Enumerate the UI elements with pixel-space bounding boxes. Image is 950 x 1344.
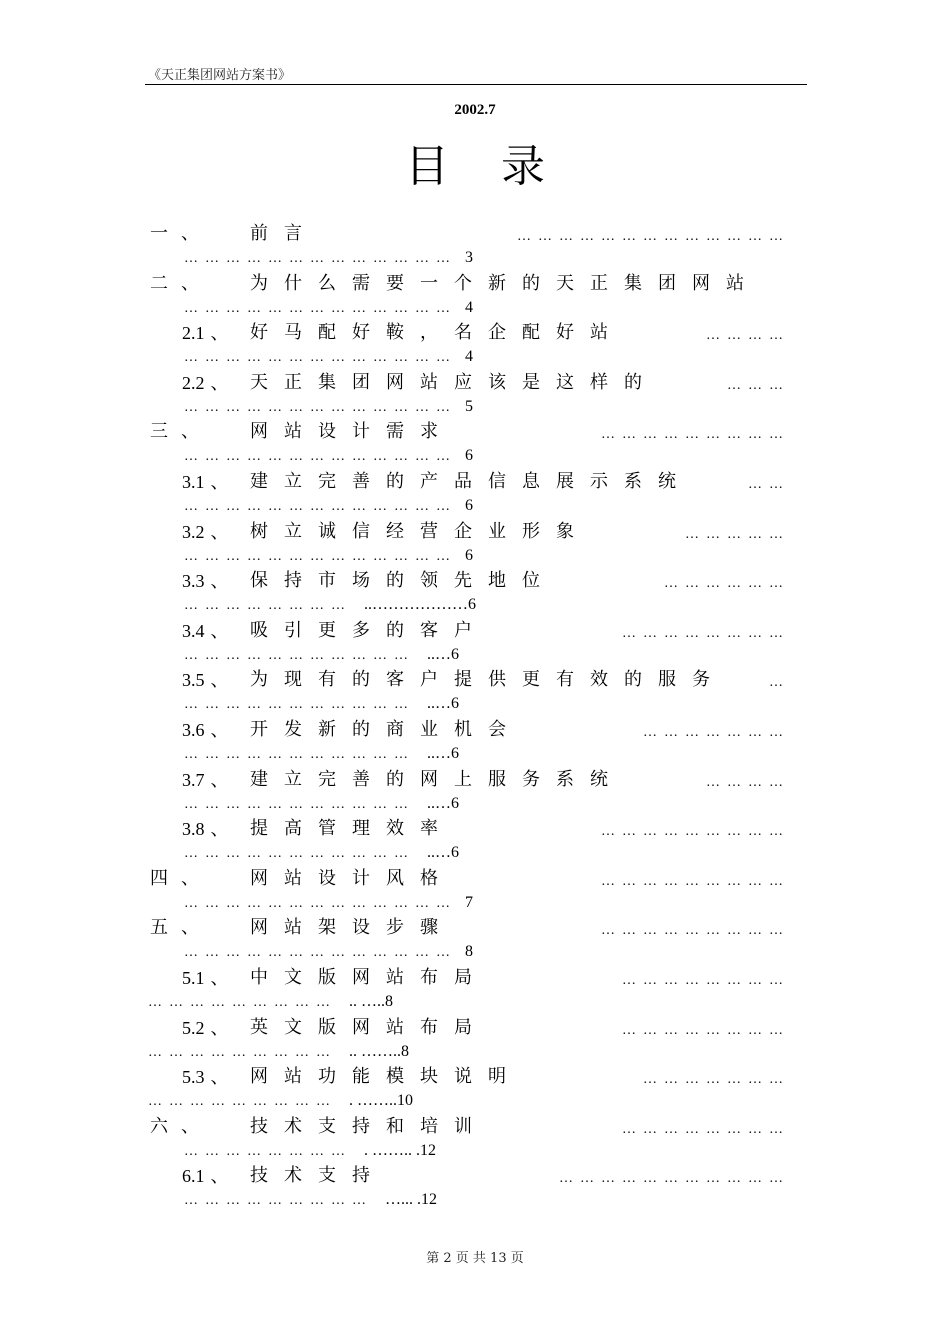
toc-entry-continuation: [184, 742, 459, 766]
toc-entry: [0, 321, 950, 371]
toc-leader-dots: …………………………………: [184, 300, 457, 316]
toc-entry-number: 3.8 、: [182, 819, 229, 841]
toc-page-number: ..………………6: [364, 596, 476, 614]
toc-entry-number: 三、: [150, 421, 212, 443]
toc-entry-number: 五、: [150, 917, 212, 939]
toc-entry-number: 6.1 、: [182, 1166, 229, 1188]
toc-entry-label: 为什么需要一个新的天正集团网站: [250, 272, 760, 294]
toc-page-number: 5: [465, 397, 473, 415]
toc-entry: [0, 470, 950, 520]
toc-entry: [0, 569, 950, 619]
toc-leader-dots: ……………………………: [184, 747, 415, 762]
toc-page-number: 6: [465, 546, 473, 564]
toc-entry: [0, 817, 950, 867]
toc-entry-number: 3.7 、: [182, 769, 229, 791]
toc-entry-number: 3.5 、: [182, 670, 229, 692]
toc-leader-dots: ……………………: [622, 1121, 790, 1137]
toc-entry-label: 建立完善的网上服务系统: [250, 768, 624, 790]
toc-entry-label: 树立诚信经营企业形象: [250, 520, 590, 542]
toc-leader-dots: ……………………………: [184, 647, 415, 663]
toc-entry-continuation: [184, 1188, 437, 1212]
toc-entry-continuation: [184, 494, 473, 518]
toc-entry-label: 网站架设步骤: [250, 917, 454, 939]
header-divider: [145, 84, 807, 85]
toc-page-number: ..…6: [427, 794, 459, 812]
toc-entry-label: 网站设计风格: [250, 867, 454, 889]
toc-entry-number: 2.1 、: [182, 323, 229, 345]
toc-entry: [0, 1164, 950, 1214]
toc-page-number: ..…6: [427, 695, 459, 713]
toc-leader-dots: …………………………………: [184, 499, 457, 514]
toc-entry-continuation: [184, 643, 459, 667]
toc-entry: [0, 916, 950, 966]
toc-leader-dots: ……………………: [184, 598, 352, 614]
toc-leader-dots: …………………………………: [184, 350, 457, 366]
toc-entry-number: 3.1 、: [182, 472, 229, 493]
toc-page-number: 4: [465, 348, 473, 366]
toc-leader-dots: ……………………: [622, 625, 790, 641]
toc-entry-label: 为现有的客户提供更有效的服务: [250, 669, 726, 691]
toc-leader-dots: …………………………………: [184, 449, 457, 465]
toc-page-number: 6: [465, 497, 473, 514]
toc-page-number: ..…6: [427, 844, 459, 862]
toc-page-number: 4: [465, 298, 473, 316]
toc-entry: [0, 718, 950, 768]
toc-page-number: . ……..10: [349, 1092, 413, 1110]
toc-entry-label: 技术支持和培训: [250, 1115, 488, 1137]
toc-entry-continuation: [184, 891, 473, 915]
toc-entry-number: 5.3 、: [182, 1067, 229, 1089]
toc-entry-number: 一、: [150, 223, 212, 244]
toc-entry-continuation: [184, 841, 459, 865]
toc-page-number: 8: [465, 943, 473, 961]
toc-entry-number: 3.6 、: [182, 720, 229, 741]
toc-entry-number: 六、: [150, 1115, 212, 1137]
toc-entry: [0, 520, 950, 570]
document-date: 2002.7: [454, 102, 496, 118]
toc-entry: [0, 222, 950, 272]
toc-leader-dots: ……………………………: [184, 697, 415, 713]
toc-entry-continuation: [184, 593, 476, 617]
toc-entry: [0, 867, 950, 917]
toc-entry-continuation: [184, 940, 473, 964]
toc-entry: [0, 966, 950, 1016]
toc-entry-continuation: [184, 1139, 436, 1163]
toc-leader-dots: ……………………: [622, 973, 790, 988]
toc-page-number: . …….. .12: [364, 1141, 436, 1159]
toc-entry-continuation: [184, 246, 473, 270]
toc-leader-dots: ………………………: [148, 1044, 337, 1060]
toc-entry-number: 3.4 、: [182, 620, 229, 642]
toc-entry-label: 好马配好鞍，名企配好站: [250, 322, 624, 344]
toc-leader-dots: ………………………: [601, 873, 790, 889]
toc-entry-continuation: [184, 692, 459, 716]
toc-leader-dots: ………: [727, 377, 790, 393]
toc-entry: [0, 619, 950, 669]
toc-leader-dots: …………: [706, 774, 790, 790]
toc-entry-number: 3.3 、: [182, 571, 229, 593]
toc-page-number: ..…6: [427, 745, 459, 762]
toc-entry-label: 中文版网站布局: [250, 967, 488, 988]
toc-leader-dots: ……………………: [184, 1143, 352, 1159]
toc-entry-continuation: [184, 444, 473, 468]
toc-leader-dots: …………………………………: [184, 548, 457, 564]
toc-leader-dots: ………………………: [601, 923, 790, 939]
toc-entry-continuation: [148, 990, 393, 1014]
toc-entry-number: 3.2 、: [182, 521, 229, 543]
toc-entry-label: 技术支持: [250, 1165, 386, 1187]
toc-page-number: 6: [465, 447, 473, 465]
toc-entry: [0, 1115, 950, 1165]
toc-leader-dots: …………………………………: [184, 895, 457, 911]
toc-entry-continuation: [184, 395, 473, 419]
toc-leader-dots: ………………………: [184, 1193, 373, 1209]
toc-entry: [0, 668, 950, 718]
toc-entry: [0, 1065, 950, 1115]
toc-entry-number: 2.2 、: [182, 372, 229, 394]
toc-entry-continuation: [184, 792, 459, 816]
toc-entry-label: 开发新的商业机会: [250, 719, 522, 740]
toc-entry-label: 保持市场的领先地位: [250, 570, 556, 592]
toc-entry-continuation: [148, 1040, 409, 1064]
toc-entry-number: 二、: [150, 272, 212, 294]
toc-page-number: .. ……..8: [349, 1042, 409, 1060]
toc-entry-label: 英文版网站布局: [250, 1016, 488, 1038]
toc-leader-dots: …………………………………: [517, 229, 790, 244]
toc-leader-dots: ………………: [664, 576, 790, 592]
toc-entry-continuation: [184, 544, 473, 568]
toc-leader-dots: …: [769, 675, 790, 691]
toc-leader-dots: ……………………: [622, 1022, 790, 1038]
toc-entry-label: 天正集团网站应该是这样的: [250, 371, 658, 393]
toc-leader-dots: ……………………………: [559, 1171, 790, 1187]
toc-entry-number: 5.1 、: [182, 968, 229, 989]
toc-entry-label: 网站功能模块说明: [250, 1066, 522, 1088]
toc-title: 目录: [405, 141, 597, 192]
toc-leader-dots: ……………: [685, 526, 790, 542]
toc-leader-dots: …………………………………: [184, 399, 457, 415]
toc-leader-dots: …………………: [643, 725, 790, 740]
toc-leader-dots: …………………: [643, 1072, 790, 1088]
document-header-title: 《天正集团网站方案书》: [148, 68, 292, 83]
toc-leader-dots: …………: [706, 328, 790, 344]
toc-page-number: 3: [465, 249, 473, 266]
toc-entry-label: 建立完善的产品信息展示系统: [250, 471, 692, 492]
toc-leader-dots: ……………………………: [184, 796, 415, 812]
toc-entry-label: 提高管理效率: [250, 818, 454, 840]
toc-leader-dots: …………………………………: [184, 251, 457, 266]
toc-leader-dots: ………………………: [601, 427, 790, 443]
toc-entry-continuation: [184, 296, 473, 320]
toc-entry: [0, 1016, 950, 1066]
toc-leader-dots: ……: [748, 477, 790, 492]
toc-leader-dots: ………………………: [148, 995, 337, 1010]
toc-page-number: 7: [465, 893, 473, 911]
toc-leader-dots: ………………………: [148, 1094, 337, 1110]
toc-entry-continuation: [148, 1089, 413, 1113]
page-footer: 第 2 页 共 13 页: [426, 1251, 524, 1266]
toc-entry-label: 前言: [250, 223, 318, 244]
toc-entry-label: 网站设计需求: [250, 421, 454, 443]
toc-entry: [0, 420, 950, 470]
toc-entry: [0, 768, 950, 818]
toc-entry: [0, 371, 950, 421]
toc-leader-dots: ……………………………: [184, 846, 415, 862]
toc-entry-label: 吸引更多的客户: [250, 619, 488, 641]
toc-page-number: .. …..8: [349, 993, 393, 1010]
toc-leader-dots: ………………………: [601, 824, 790, 840]
toc-entry-number: 5.2 、: [182, 1017, 229, 1039]
toc-leader-dots: …………………………………: [184, 945, 457, 961]
toc-entry-number: 四、: [150, 867, 212, 889]
toc-page-number: …... .12: [385, 1191, 437, 1209]
toc-entry: [0, 272, 950, 322]
toc-page-number: ..…6: [427, 645, 459, 663]
toc-entry-continuation: [184, 345, 473, 369]
